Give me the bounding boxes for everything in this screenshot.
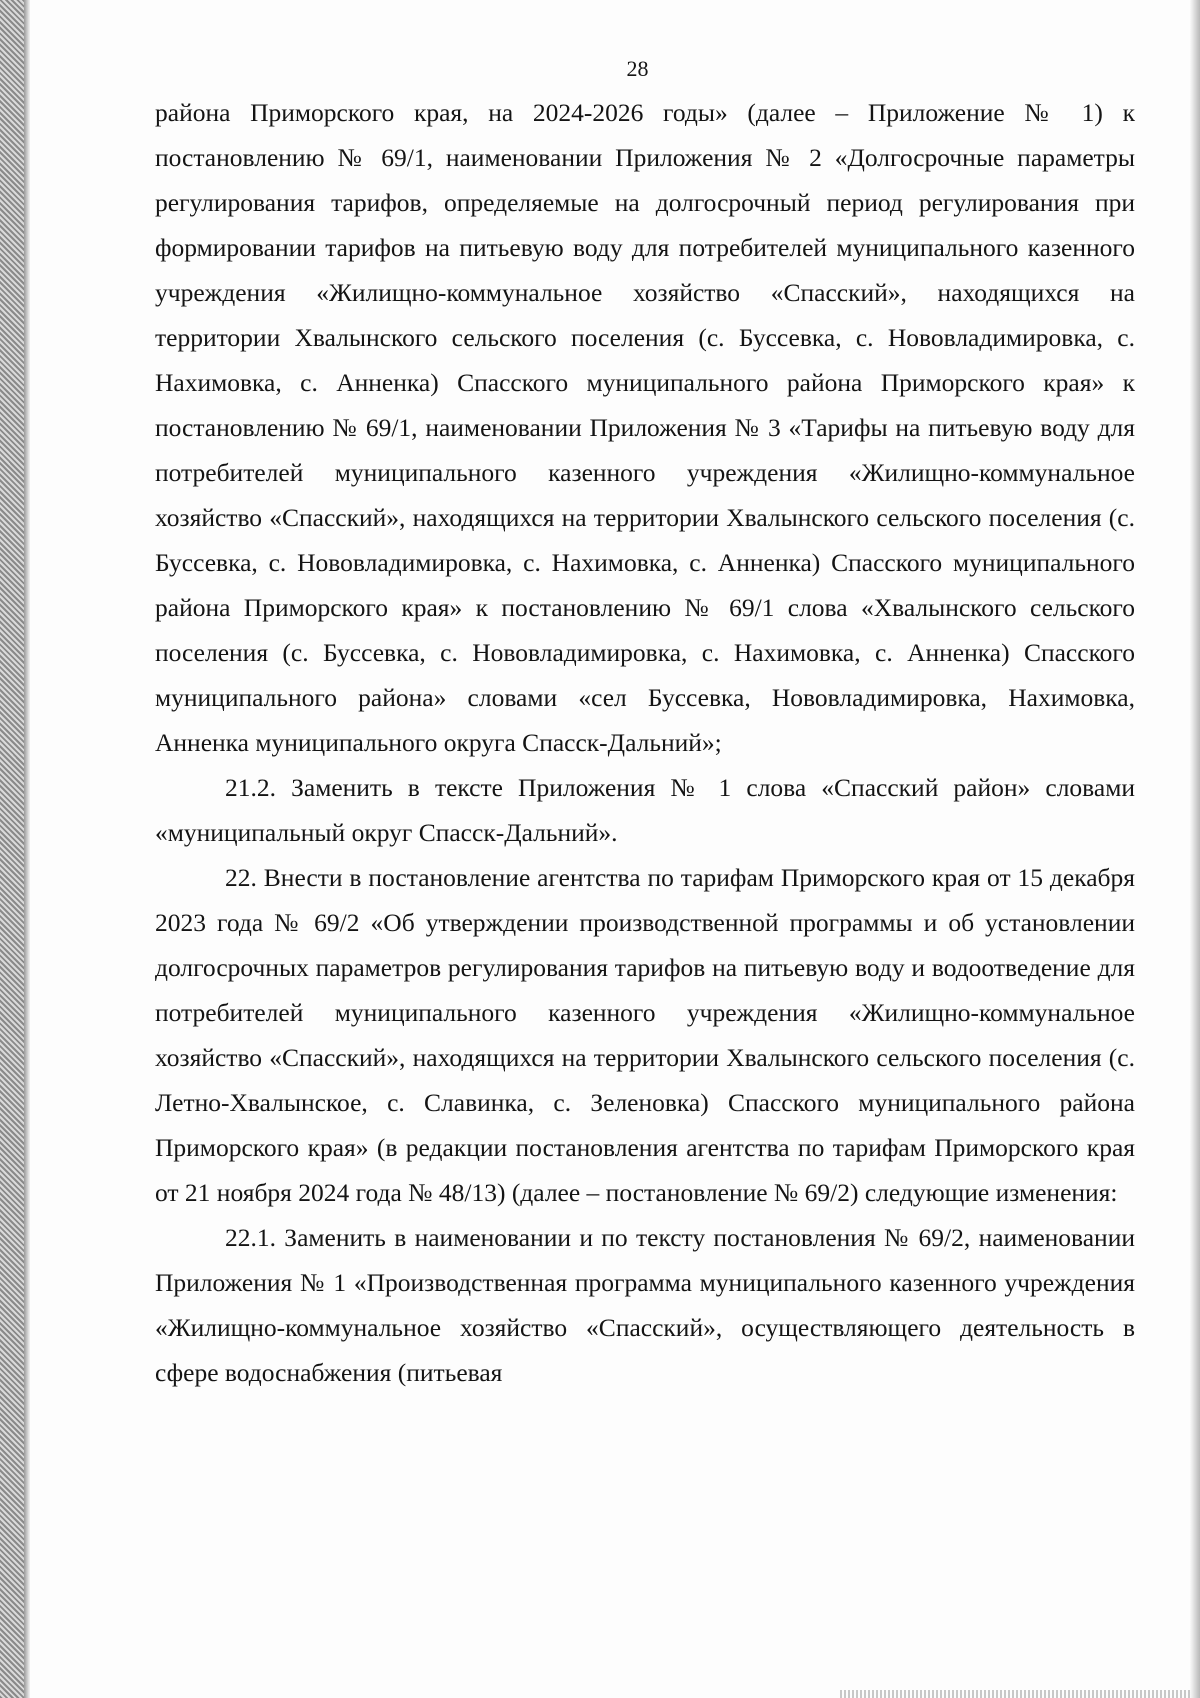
scan-edge-shadow: [24, 0, 30, 1698]
paragraph-continuation: района Приморского края, на 2024-2026 годы» (далее – Приложение № 1) к постановлению № 69/1, наименовании Приложения № 2 «Долгосрочные параметры регулирования тарифов, определяемые на долгосрочный период регулирования при формировании тарифов на питьевую воду для потребителей муниципального казенного учреждения «Жилищно-коммунальное хозяйство «Спасский», находящихся на территории Хвалынского сельского поселения (с. Буссевка, с. Нововладимировка, с. Нахимовка, с. Анненка) Спасского муниципального района Приморского края» к постановлению № 69/1, наименовании Приложения № 3 «Тарифы на питьевую воду для потребителей муниципального казенного учреждения «Жилищно-коммунальное хозяйство «Спасский», находящихся на территории Хвалынского сельского поселения (с. Буссевка, с. Нововладимировка, с. Нахимовка, с. Анненка) Спасского муниципального района Приморского края» к постановлению № 69/1 слова «Хвалынского сельского поселения (с. Буссевка, с. Нововладимировка, с. Нахимовка, с. Анненка) Спасского муниципального района» словами «сел Буссевка, Нововладимировка, Нахимовка, Анненка муниципального округа Спасск-Дальний»;: [155, 98, 1135, 757]
paragraph-22: 22. Внести в постановление агентства по тарифам Приморского края от 15 декабря 2023 года № 69/2 «Об утверждении производственной программы и об установлении долгосрочных параметров регулирования тарифов на питьевую воду и водоотведение для потребителей муниципального казенного учреждения «Жилищно-коммунальное хозяйство «Спасский», находящихся на территории Хвалынского сельского поселения (с. Летно-Хвалынское, с. Славинка, с. Зеленовка) Спасского муниципального района Приморского края» (в редакции постановления агентства по тарифам Приморского края от 21 ноября 2024 года № 48/13) (далее – постановление № 69/2) следующие изменения:: [155, 863, 1135, 1207]
paragraph-21-2: 21.2. Заменить в тексте Приложения № 1 слова «Спасский район» словами «муниципальный округ Спасск-Дальний».: [155, 773, 1135, 847]
scan-edge-right: [1190, 0, 1200, 1698]
page-number: 28: [626, 56, 649, 81]
scan-edge-left: [0, 0, 24, 1698]
paragraph-22-1: 22.1. Заменить в наименовании и по тексту постановления № 69/2, наименовании Приложения № 1 «Производственная программа муниципального казенного учреждения «Жилищно-коммунальное хозяйство «Спасский», осуществляющего деятельность в сфере водоснабжения (питьевая: [155, 1223, 1135, 1387]
scan-edge-bottom: [840, 1690, 1190, 1698]
document-body: [155, 90, 1135, 1395]
